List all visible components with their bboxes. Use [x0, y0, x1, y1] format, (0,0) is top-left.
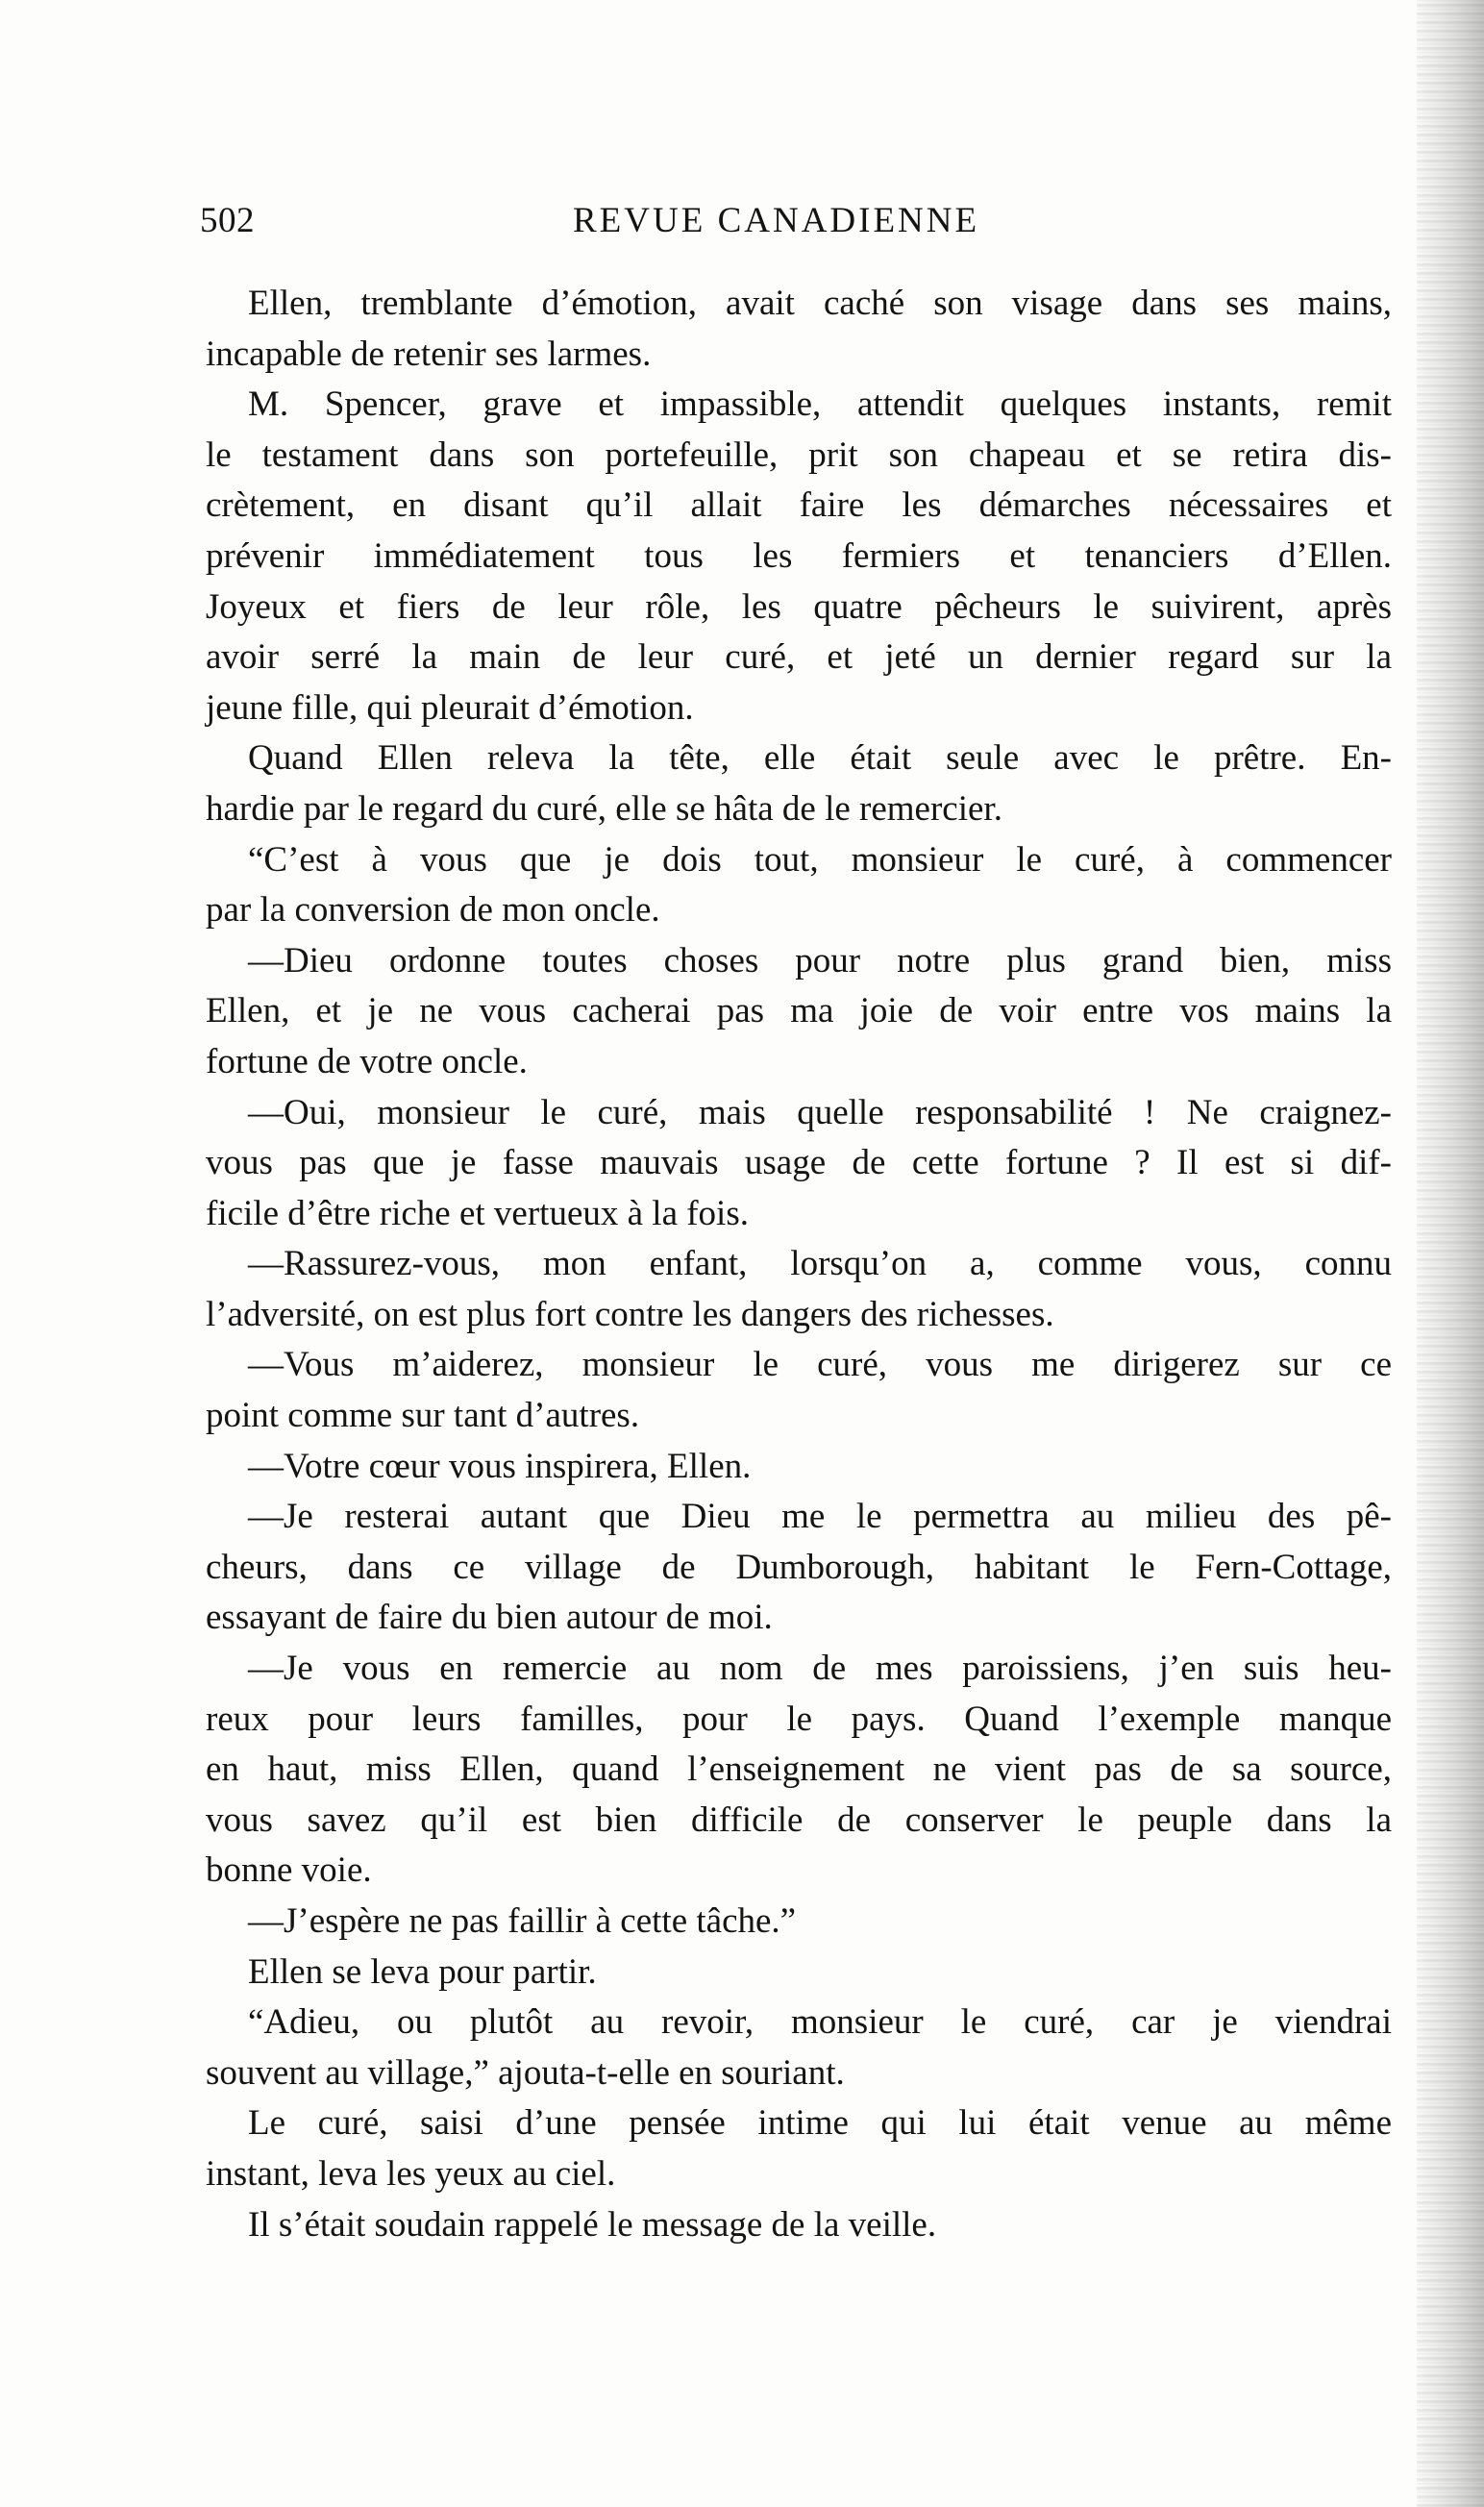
text-line: Quand Ellen releva la tête, elle était seule avec le prêtre. En- [248, 738, 1392, 779]
text-line: jeune fille, qui pleurait d’émotion. [206, 687, 694, 728]
text-line: vous pas que je fasse mauvais usage de cette fortune ? Il est si dif- [206, 1143, 1392, 1183]
text-line: hardie par le regard du curé, elle se hâta de le remercier. [206, 788, 1002, 829]
text-line: prévenir immédiatement tous les fermiers et tenanciers d’Ellen. [206, 535, 1392, 576]
page-header [200, 200, 1392, 252]
page-edge-shadow [1417, 0, 1484, 2507]
text-line: M. Spencer, grave et impassible, attendit quelques instants, remit [248, 385, 1392, 425]
text-line: bonne voie. [206, 1850, 372, 1891]
text-line: reux pour leurs familles, pour le pays. Quand l’exemple manque [206, 1699, 1392, 1739]
text-line: —Je resterai autant que Dieu me le permettra au milieu des pê- [248, 1497, 1392, 1537]
text-line: essayant de faire du bien autour de moi. [206, 1598, 773, 1638]
text-line: avoir serré la main de leur curé, et jeté un dernier regard sur la [206, 637, 1392, 678]
text-line: par la conversion de mon oncle. [206, 890, 660, 931]
text-line: fortune de votre oncle. [206, 1041, 528, 1081]
text-line: l’adversité, on est plus fort contre les dangers des richesses. [206, 1294, 1054, 1334]
text-line: incapable de retenir ses larmes. [206, 334, 652, 374]
text-line: Ellen se leva pour partir. [248, 1951, 597, 1992]
text-line: Il s’était soudain rappelé le message de la veille. [248, 2204, 937, 2245]
page-number: 502 [200, 201, 255, 240]
text-line: Ellen, tremblante d’émotion, avait caché son visage dans ses mains, [248, 284, 1392, 323]
text-line: “Adieu, ou plutôt au revoir, monsieur le curé, car je viendrai [248, 2002, 1392, 2043]
text-line: Joyeux et fiers de leur rôle, les quatre pêcheurs le suivirent, après [206, 586, 1392, 627]
text-line: —Dieu ordonne toutes choses pour notre plus grand bien, miss [248, 940, 1392, 980]
text-line: “C’est à vous que je dois tout, monsieur le curé, à commencer [248, 839, 1392, 880]
text-line: —Vous m’aiderez, monsieur le curé, vous me dirigerez sur ce [248, 1345, 1392, 1385]
body-text [206, 279, 1392, 2250]
text-line: souvent au village,” ajouta-t-elle en souriant. [206, 2052, 845, 2093]
running-title: REVUE CANADIENNE [573, 201, 980, 240]
text-line: en haut, miss Ellen, quand l’enseignement ne vient pas de sa source, [206, 1750, 1392, 1790]
text-line: le testament dans son portefeuille, prit son chapeau et se retira dis- [206, 434, 1392, 475]
text-line: —J’espère ne pas faillir à cette tâche.” [248, 1901, 797, 1941]
text-line: —Votre cœur vous inspirera, Ellen. [248, 1446, 752, 1486]
text-line: —Oui, monsieur le curé, mais quelle responsabilité ! Ne craignez- [248, 1092, 1392, 1132]
text-line: Le curé, saisi d’une pensée intime qui lui était venue au même [248, 2103, 1392, 2144]
text-line: —Rassurez-vous, mon enfant, lorsqu’on a, comme vous, connu [248, 1244, 1392, 1284]
text-line: cheurs, dans ce village de Dumborough, habitant le Fern-Cottage, [206, 1547, 1392, 1587]
text-line: Ellen, et je ne vous cacherai pas ma joie de voir entre vos mains la [206, 991, 1392, 1031]
text-line: —Je vous en remercie au nom de mes paroissiens, j’en suis heu- [248, 1649, 1392, 1689]
text-line: vous savez qu’il est bien difficile de conserver le peuple dans la [206, 1800, 1392, 1840]
text-line: instant, leva les yeux au ciel. [206, 2153, 616, 2194]
text-line: point comme sur tant d’autres. [206, 1396, 640, 1436]
text-line: ficile d’être riche et vertueux à la fois. [206, 1193, 749, 1233]
text-line: crètement, en disant qu’il allait faire les démarches nécessaires et [206, 485, 1392, 526]
